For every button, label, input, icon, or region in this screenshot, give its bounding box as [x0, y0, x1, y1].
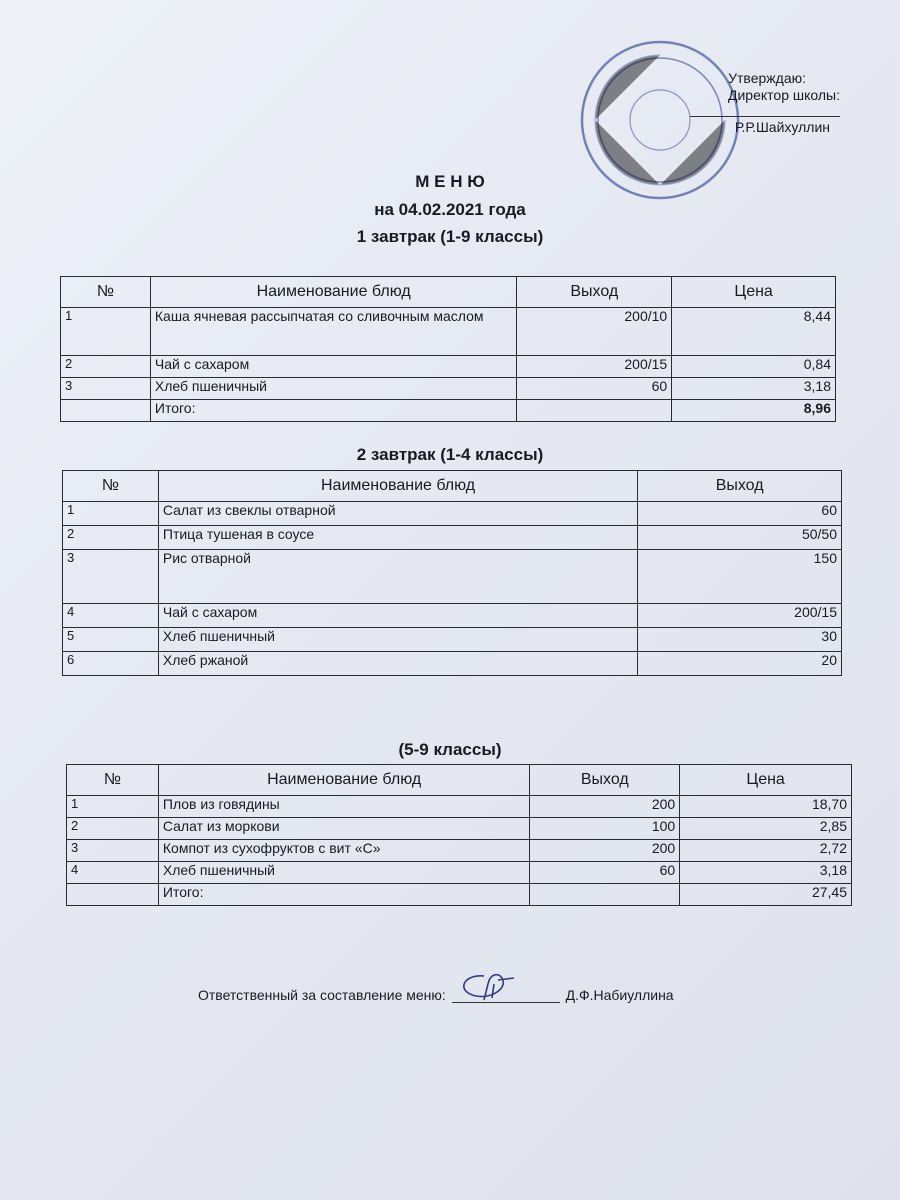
section-title-3: (5-9 классы)	[398, 740, 502, 759]
dish-output: 20	[638, 652, 842, 676]
table-header-row	[67, 765, 852, 796]
approval-line1: Утверждаю:	[728, 70, 806, 86]
dish-price: 3,18	[680, 862, 852, 884]
dish-name: Птица тушеная в соусе	[158, 526, 637, 550]
dish-name: Салат из моркови	[158, 818, 530, 840]
col-dish-name: Наименование блюд	[158, 471, 637, 502]
col-output: Выход	[517, 277, 672, 308]
table-row	[67, 796, 852, 818]
col-price: Цена	[672, 277, 836, 308]
responsible-signature-field	[452, 988, 560, 1003]
row-number: 4	[67, 862, 159, 884]
row-number: 3	[63, 550, 159, 604]
dish-output: 150	[638, 550, 842, 604]
dish-output: 200/15	[638, 604, 842, 628]
table-row	[63, 628, 842, 652]
table-row	[63, 550, 842, 604]
dish-name: Хлеб ржаной	[158, 652, 637, 676]
grades5-9-table	[66, 764, 852, 906]
total-row	[61, 400, 836, 422]
row-number: 2	[63, 526, 159, 550]
menu-title: М Е Н Ю	[415, 172, 485, 191]
row-number: 4	[63, 604, 159, 628]
table-row	[67, 818, 852, 840]
col-number: №	[67, 765, 159, 796]
table-row	[63, 526, 842, 550]
dish-price: 18,70	[680, 796, 852, 818]
row-number: 2	[61, 356, 151, 378]
dish-name: Чай с сахаром	[158, 604, 637, 628]
col-dish-name: Наименование блюд	[150, 277, 517, 308]
col-dish-name: Наименование блюд	[158, 765, 530, 796]
dish-name: Хлеб пшеничный	[150, 378, 517, 400]
table-row	[63, 652, 842, 676]
row-number: 1	[67, 796, 159, 818]
table-row	[61, 308, 836, 356]
dish-price: 2,85	[680, 818, 852, 840]
col-price: Цена	[680, 765, 852, 796]
table-row	[67, 862, 852, 884]
dish-price: 3,18	[672, 378, 836, 400]
responsible-label: Ответственный за составление меню:	[198, 987, 446, 1003]
dish-name: Каша ячневая рассыпчатая со сливочным маслом	[150, 308, 517, 356]
table-row	[67, 840, 852, 862]
total-price: 8,96	[672, 400, 836, 422]
director-signature-line	[690, 104, 840, 117]
total-row	[67, 884, 852, 906]
approval-block	[640, 70, 840, 136]
dish-name: Хлеб пшеничный	[158, 628, 637, 652]
section-title-2: 2 завтрак (1-4 классы)	[356, 445, 544, 464]
menu-date: на 04.02.2021 года	[374, 200, 526, 219]
dish-name: Салат из свеклы отварной	[158, 502, 637, 526]
row-number: 3	[61, 378, 151, 400]
dish-price: 2,72	[680, 840, 852, 862]
dish-name: Рис отварной	[158, 550, 637, 604]
table-row	[61, 378, 836, 400]
director-name: Р.Р.Шайхуллин	[734, 119, 830, 135]
dish-price: 8,44	[672, 308, 836, 356]
row-number: 6	[63, 652, 159, 676]
responsible-name: Д.Ф.Набиуллина	[565, 987, 674, 1003]
dish-output: 60	[530, 862, 680, 884]
row-number: 5	[63, 628, 159, 652]
dish-name: Хлеб пшеничный	[158, 862, 530, 884]
total-price: 27,45	[680, 884, 852, 906]
table-row	[63, 502, 842, 526]
responsible-footer	[198, 987, 674, 1003]
dish-output: 60	[638, 502, 842, 526]
dish-output: 100	[530, 818, 680, 840]
table-row	[61, 356, 836, 378]
dish-output: 200/15	[517, 356, 672, 378]
row-number: 2	[67, 818, 159, 840]
dish-name: Компот из сухофруктов с вит «С»	[158, 840, 530, 862]
dish-price: 0,84	[672, 356, 836, 378]
col-output: Выход	[530, 765, 680, 796]
table-row	[63, 604, 842, 628]
dish-output: 200	[530, 796, 680, 818]
breakfast2-table	[62, 470, 842, 676]
row-number: 3	[67, 840, 159, 862]
total-label: Итого:	[158, 884, 530, 906]
row-number: 1	[63, 502, 159, 526]
dish-output: 60	[517, 378, 672, 400]
table-header-row	[63, 471, 842, 502]
dish-output: 50/50	[638, 526, 842, 550]
total-label: Итого:	[150, 400, 517, 422]
dish-output: 200/10	[517, 308, 672, 356]
col-output: Выход	[638, 471, 842, 502]
section-title-1: 1 завтрак (1-9 классы)	[356, 227, 544, 246]
row-number: 1	[61, 308, 151, 356]
dish-name: Плов из говядины	[158, 796, 530, 818]
approval-line2: Директор школы:	[728, 87, 840, 103]
dish-output: 200	[530, 840, 680, 862]
dish-output: 30	[638, 628, 842, 652]
dish-name: Чай с сахаром	[150, 356, 517, 378]
col-number: №	[61, 277, 151, 308]
table-header-row	[61, 277, 836, 308]
col-number: №	[63, 471, 159, 502]
breakfast1-table	[60, 276, 836, 422]
handwritten-signature	[454, 970, 524, 1004]
